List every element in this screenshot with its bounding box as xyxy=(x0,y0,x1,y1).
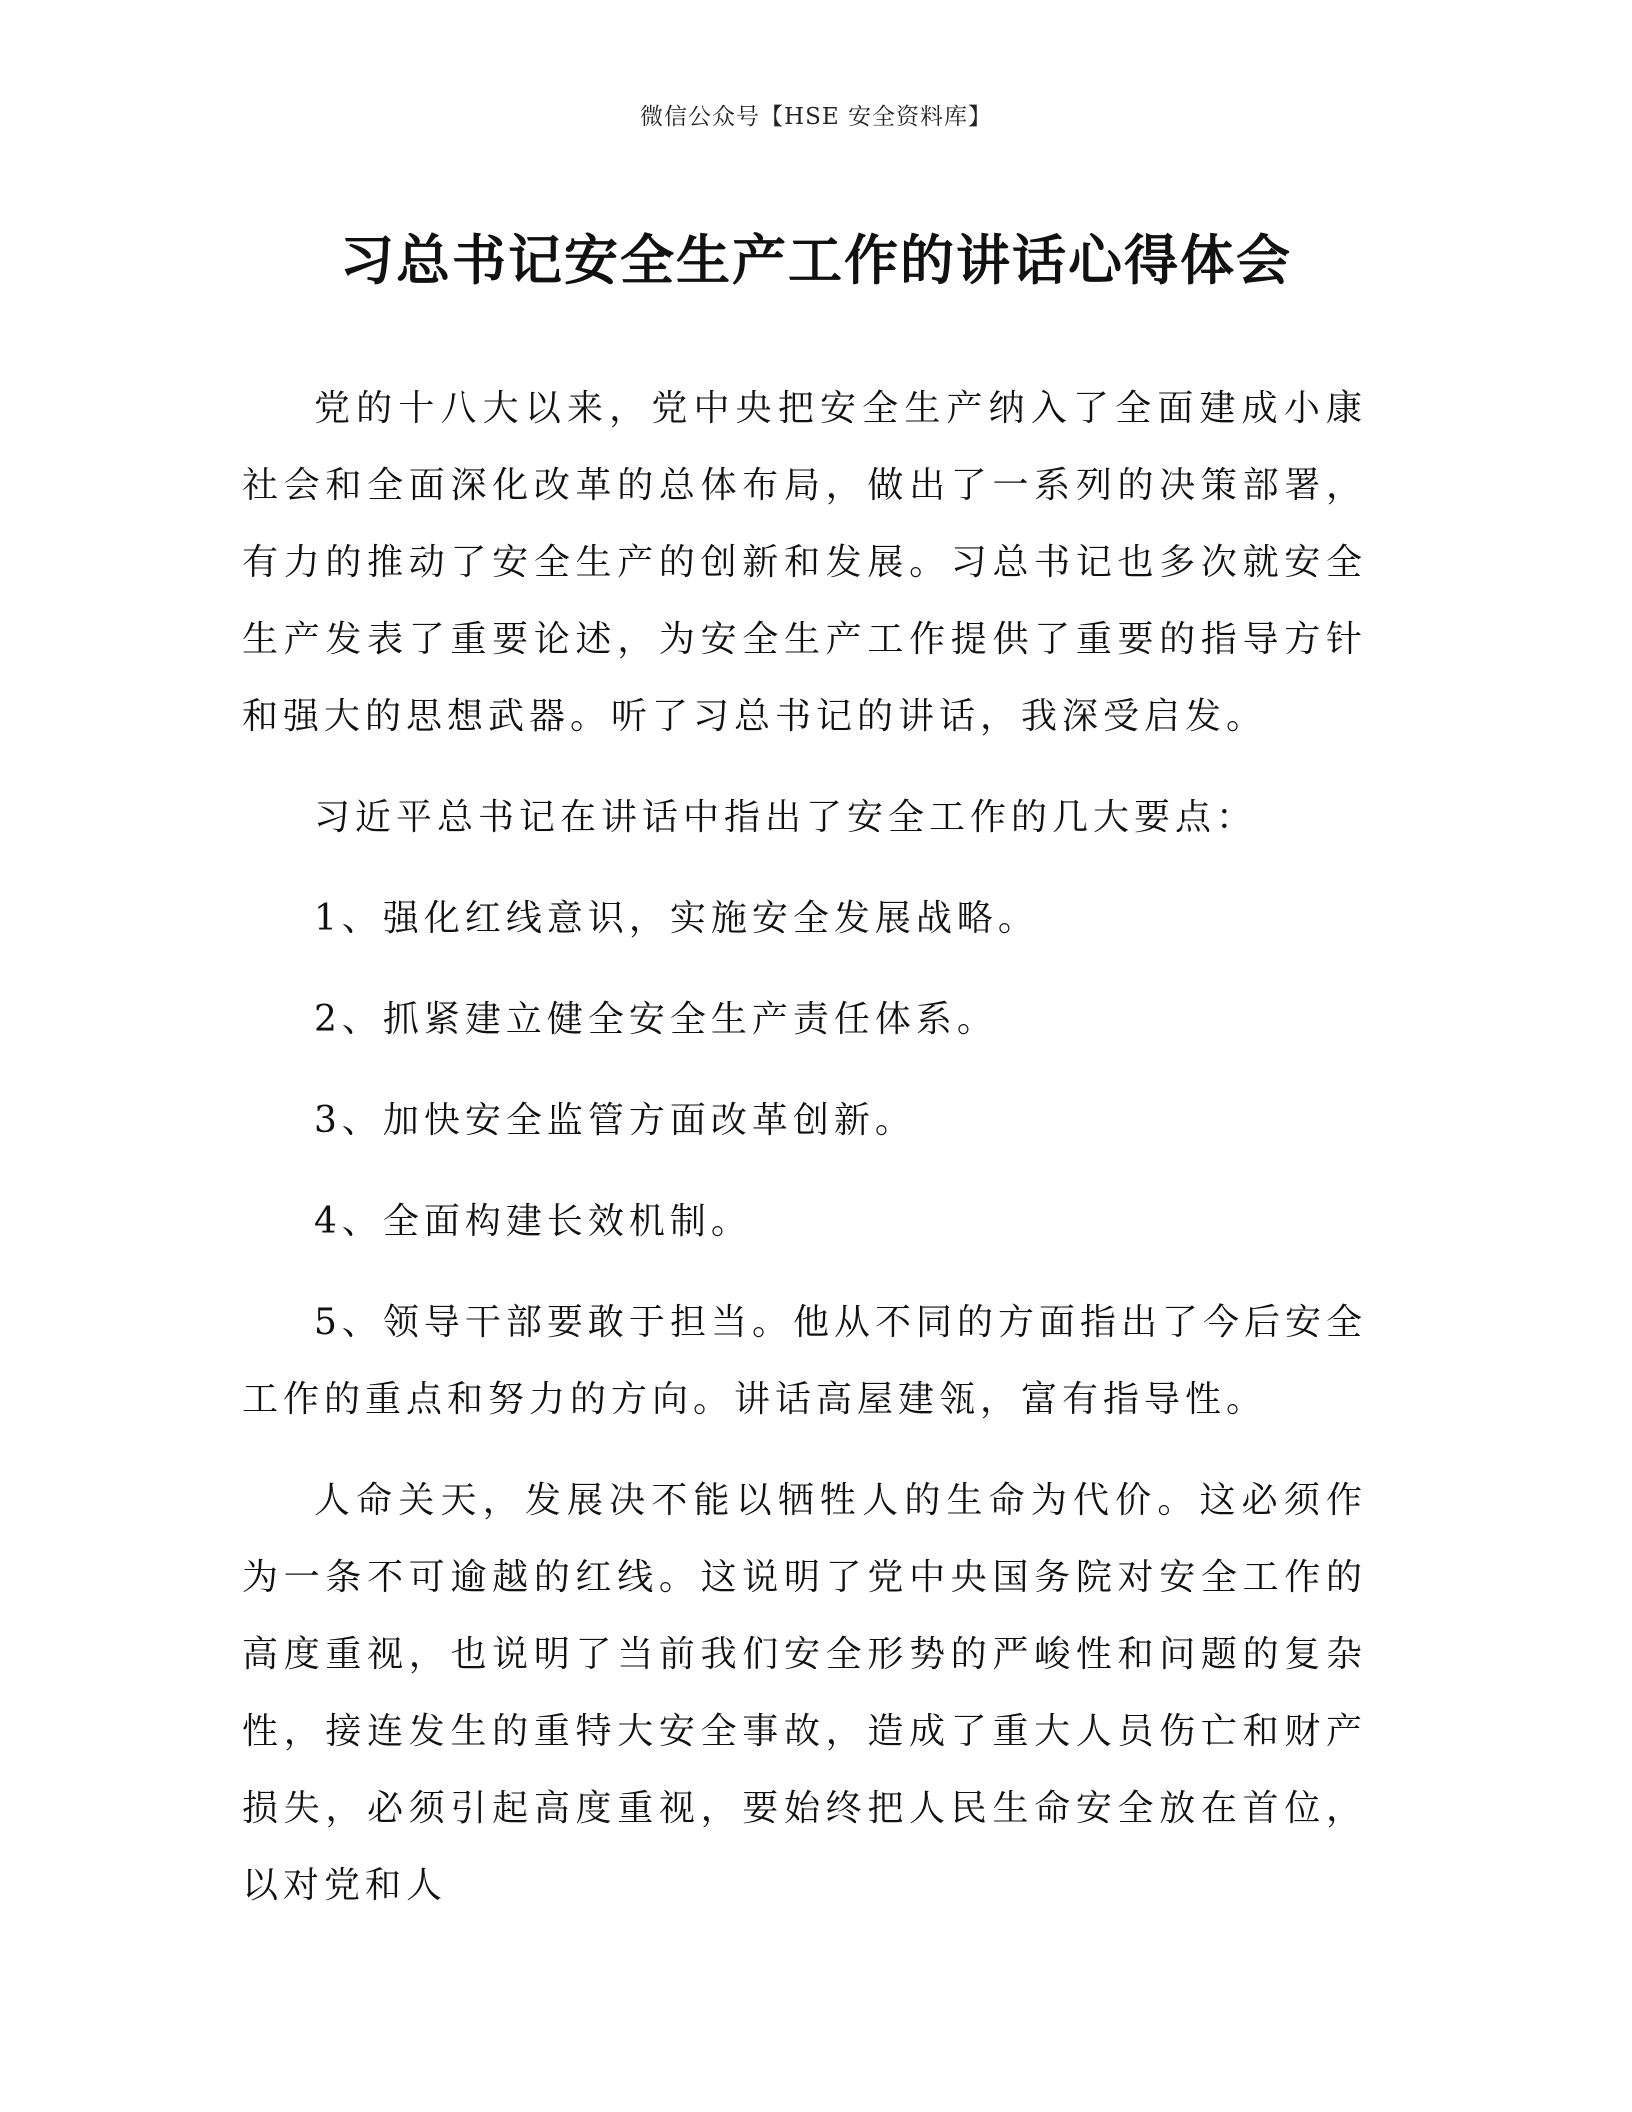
list-item-5: 5、领导干部要敢于担当。他从不同的方面指出了今后安全工作的重点和努力的方向。讲话高屋建瓴，富有指导性。 xyxy=(242,1302,1367,1420)
paragraph-key-points-lead: 习近平总书记在讲话中指出了安全工作的几大要点： xyxy=(314,797,1258,838)
paragraph-intro: 党的十八大以来，党中央把安全生产纳入了全面建成小康社会和全面深化改革的总体布局，做出了一系列的决策部署，有力的推动了安全生产的创新和发展。习总书记也多次就安全生产发表了重要论述，为安全生产工作提供了重要的指导方针和强大的思想武器。听了习总书记的讲话，我深受启发。 xyxy=(242,388,1367,737)
list-item-3: 3、加快安全监管方面改革创新。 xyxy=(314,1100,916,1141)
paragraph-red-line: 人命关天，发展决不能以牺牲人的生命为代价。这必须作为一条不可逾越的红线。这说明了党中央国务院对安全工作的高度重视，也说明了当前我们安全形势的严峻性和问题的复杂性，接连发生的重特大安全事故，造成了重大人员伤亡和财产损失，必须引起高度重视，要始终把人民生命安全放在首位，以对党和人 xyxy=(242,1480,1367,1906)
page-header: 微信公众号【HSE 安全资料库】 xyxy=(640,104,992,130)
document-title: 习总书记安全生产工作的讲话心得体会 xyxy=(340,229,1292,292)
list-item-4: 4、全面构建长效机制。 xyxy=(314,1201,752,1242)
document-body xyxy=(242,370,1367,1948)
list-item-2: 2、抓紧建立健全安全生产责任体系。 xyxy=(314,999,998,1040)
list-item-1: 1、强化红线意识，实施安全发展战略。 xyxy=(314,898,1039,939)
